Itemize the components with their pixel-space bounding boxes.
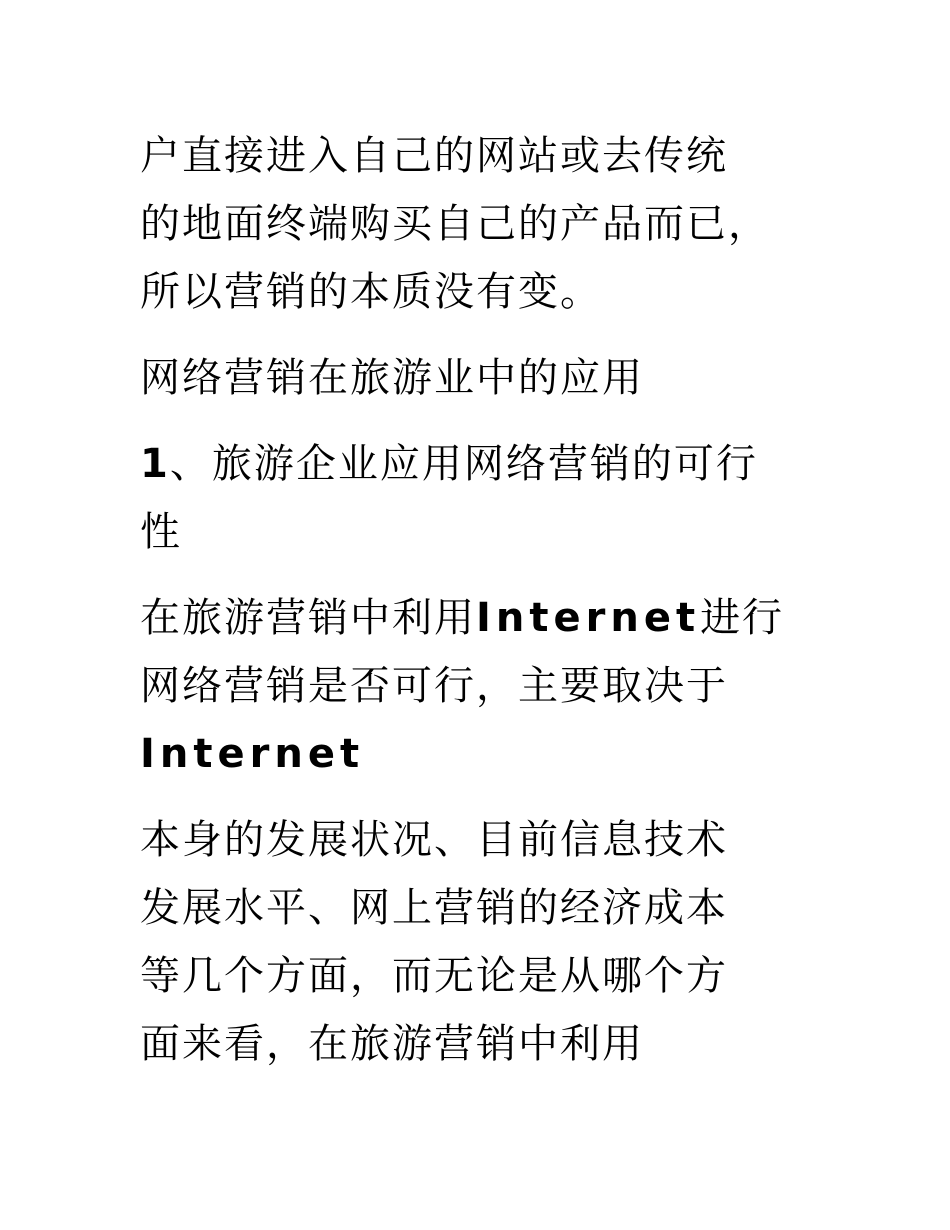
paragraph-4 <box>140 584 830 788</box>
section-heading <box>140 344 830 412</box>
text-line: 的地面终端购买自己的产品而已， <box>140 201 770 247</box>
text-span: 在旅游营销中利用 <box>140 595 476 641</box>
text-span: 、旅游企业应用网络营销的可行 <box>169 441 758 487</box>
text-line: 户直接进入自己的网站或去传统 <box>140 133 728 179</box>
document-body <box>140 122 830 1078</box>
list-number: 1 <box>140 441 170 487</box>
paragraph-1 <box>140 122 830 326</box>
text-line <box>140 430 830 498</box>
paragraph-5 <box>140 806 830 1078</box>
paragraph-gap <box>140 326 830 344</box>
bold-term: Internet <box>140 731 365 777</box>
text-line: 等几个方面，而无论是从哪个方 <box>140 953 728 999</box>
numbered-subheading <box>140 430 830 566</box>
text-line: 本身的发展状况、目前信息技术 <box>140 817 728 863</box>
paragraph-gap <box>140 788 830 806</box>
text-line <box>140 584 830 652</box>
text-line: 发展水平、网上营销的经济成本 <box>140 885 728 931</box>
text-line: 性 <box>140 509 182 555</box>
bold-term: Internet <box>476 595 701 641</box>
text-line: 网络营销是否可行，主要取决于 <box>140 663 728 709</box>
text-span: 进行 <box>700 595 785 641</box>
text-line: 面来看，在旅游营销中利用 <box>140 1021 644 1067</box>
paragraph-gap <box>140 412 830 430</box>
paragraph-gap <box>140 566 830 584</box>
text-line: 所以营销的本质没有变。 <box>140 269 602 315</box>
text-line: 网络营销在旅游业中的应用 <box>140 355 644 401</box>
